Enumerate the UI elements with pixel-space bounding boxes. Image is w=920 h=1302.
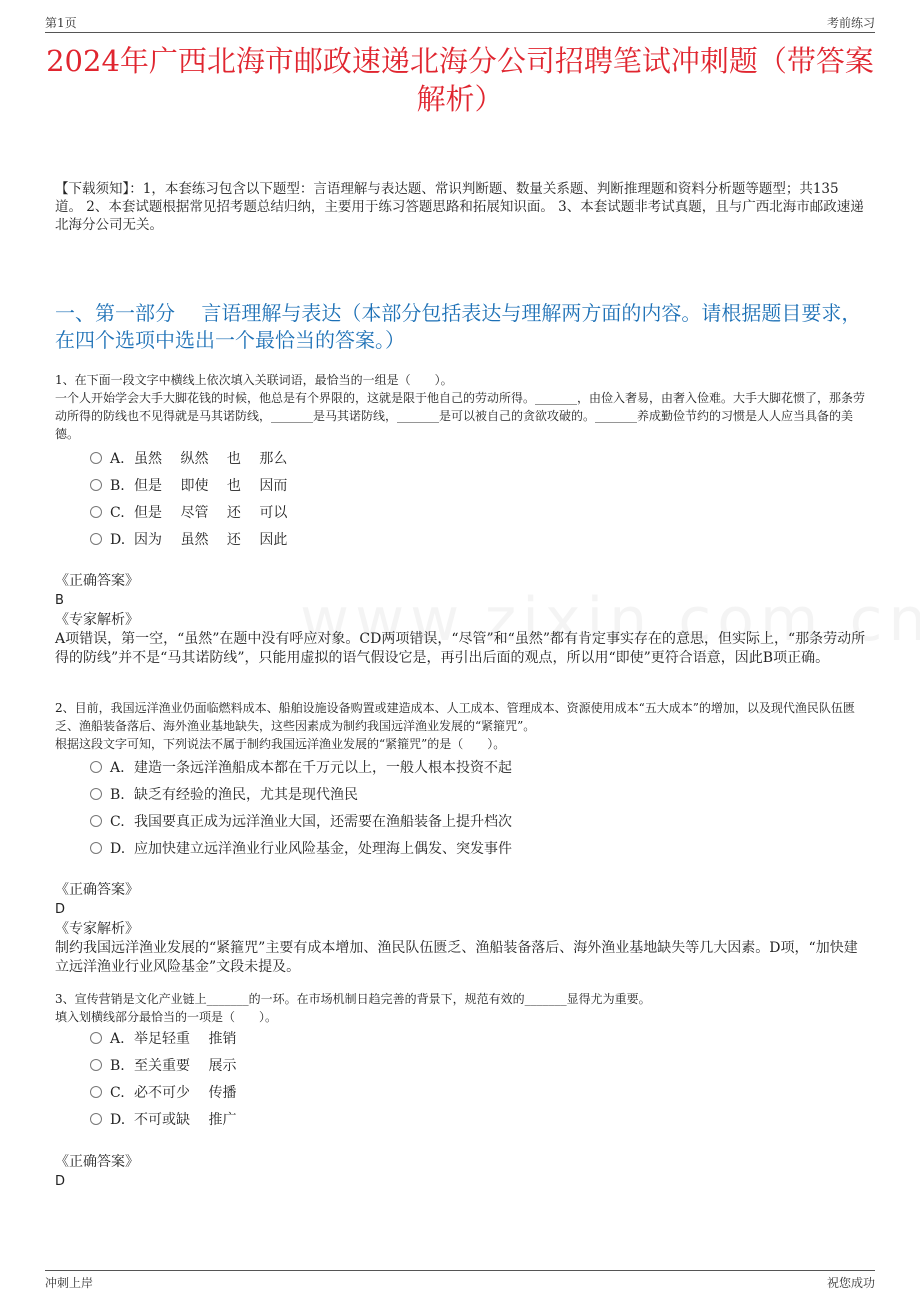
- page-footer: [45, 1270, 875, 1291]
- footer-right-text: 祝您成功: [826, 1276, 875, 1290]
- answer-label: 《正确答案》: [55, 1154, 139, 1170]
- question-3-options: [90, 1026, 236, 1134]
- option-b[interactable]: B. 至关重要 展示: [90, 1053, 236, 1080]
- analysis-text: 制约我国远洋渔业发展的“紧箍咒”主要有成本增加、渔民队伍匮乏、渔船装备落后、海外渔业基地缺失等几大因素。D项，“加快建立远洋渔业行业风险基金”文段未提及。: [55, 940, 858, 975]
- analysis-label: 《专家解析》: [55, 921, 139, 937]
- header-category: 考前练习: [826, 16, 875, 30]
- option-b[interactable]: B. 缺乏有经验的渔民，尤其是现代渔民: [90, 782, 512, 809]
- question-2-analysis: [55, 920, 870, 977]
- document-title: 2024年广西北海市邮政速递北海分公司招聘笔试冲刺题（带答案解析）: [46, 44, 874, 116]
- option-d[interactable]: D. 不可或缺 推广: [90, 1107, 236, 1134]
- option-b[interactable]: B. 但是 即使 也 因而: [90, 473, 287, 500]
- radio-icon[interactable]: [90, 1032, 102, 1044]
- question-3-stem: 3、宣传营销是文化产业链上_______的一环。在市场机制日趋完善的背景下，规范有效的_______显得尤为重要。 填入划横线部分最恰当的一项是（ ）。: [55, 992, 651, 1024]
- option-a[interactable]: A. 建造一条远洋渔船成本都在千万元以上，一般人根本投资不起: [90, 755, 512, 782]
- question-1-analysis: [55, 611, 870, 668]
- page-number: 第1页: [45, 16, 77, 30]
- question-3-answer: [55, 1153, 865, 1191]
- radio-icon[interactable]: [90, 1059, 102, 1071]
- option-a[interactable]: A. 举足轻重 推销: [90, 1026, 236, 1053]
- radio-icon[interactable]: [90, 479, 102, 491]
- radio-icon[interactable]: [90, 506, 102, 518]
- download-notice: 【下载须知】：1，本套练习包含以下题型：言语理解与表达题、常识判断题、数量关系题、判断推理题和资料分析题等题型；共135道。 2、本套试题根据常见招考题总结归纳，主要用于练习答题思路和拓展知识面。 3、本套试题非考试真题，且与广西北海市邮政速递北海分公司无关。: [55, 181, 864, 233]
- answer-label: 《正确答案》: [55, 882, 139, 898]
- answer-value: D: [55, 1174, 66, 1189]
- radio-icon[interactable]: [90, 815, 102, 827]
- option-d[interactable]: D. 应加快建立远洋渔业行业风险基金，处理海上偶发、突发事件: [90, 836, 512, 863]
- section-title: 一、第一部分 言语理解与表达（本部分包括表达与理解两方面的内容。请根据题目要求，在四个选项中选出一个最恰当的答案。）: [55, 301, 862, 352]
- analysis-label: 《专家解析》: [55, 612, 139, 628]
- radio-icon[interactable]: [90, 533, 102, 545]
- answer-value: B: [55, 593, 64, 608]
- option-c[interactable]: C. 但是 尽管 还 可以: [90, 500, 287, 527]
- radio-icon[interactable]: [90, 842, 102, 854]
- analysis-text: A项错误，第一空，“虽然”在题中没有呼应对象。CD两项错误，“尽管”和“虽然”都有肯定事实存在的意思，但实际上，“那条劳动所得的防线”并不是“马其诺防线”，只能用虚拟的语气假设它是，再引出后面的观点，所以用“即使”更符合语意，因此B项正确。: [55, 631, 866, 666]
- option-d[interactable]: D. 因为 虽然 还 因此: [90, 527, 287, 554]
- question-2-answer: [55, 881, 865, 919]
- question-1-options: [90, 446, 287, 554]
- answer-label: 《正确答案》: [55, 573, 139, 589]
- page-header: [45, 12, 875, 33]
- question-2-options: [90, 755, 512, 863]
- option-c[interactable]: C. 我国要真正成为远洋渔业大国，还需要在渔船装备上提升档次: [90, 809, 512, 836]
- question-1-stem: 1、在下面一段文字中横线上依次填入关联词语，最恰当的一组是（ ）。 一个人开始学会大手大脚花钱的时候，他总是有个界限的，这就是限于他自己的劳动所得。_______，由俭入奢易，由奢入俭难。大手大脚花惯了，那条劳动所得的防线也不见得就是马其诺防线，_______是马其诺防线，_______是可以被自己的贪欲攻破的。_______养成勤俭节约的习惯是人人应当具备的美德。: [55, 373, 866, 441]
- radio-icon[interactable]: [90, 452, 102, 464]
- radio-icon[interactable]: [90, 761, 102, 773]
- answer-value: D: [55, 902, 66, 917]
- radio-icon[interactable]: [90, 1113, 102, 1125]
- radio-icon[interactable]: [90, 788, 102, 800]
- option-c[interactable]: C. 必不可少 传播: [90, 1080, 236, 1107]
- question-1-answer: [55, 572, 865, 610]
- question-2-stem: 2、目前，我国远洋渔业仍面临燃料成本、船舶设施设备购置或建造成本、人工成本、管理成本、资源使用成本“五大成本”的增加，以及现代渔民队伍匮乏、渔船装备落后、海外渔业基地缺失，这些因素成为制约我国远洋渔业发展的“紧箍咒”。 根据这段文字可知，下列说法不属于制约我国远洋渔业发展的“紧箍咒”的是（ ）。: [55, 701, 855, 751]
- footer-left-text: 冲刺上岸: [45, 1276, 94, 1290]
- radio-icon[interactable]: [90, 1086, 102, 1098]
- option-a[interactable]: A. 虽然 纵然 也 那么: [90, 446, 287, 473]
